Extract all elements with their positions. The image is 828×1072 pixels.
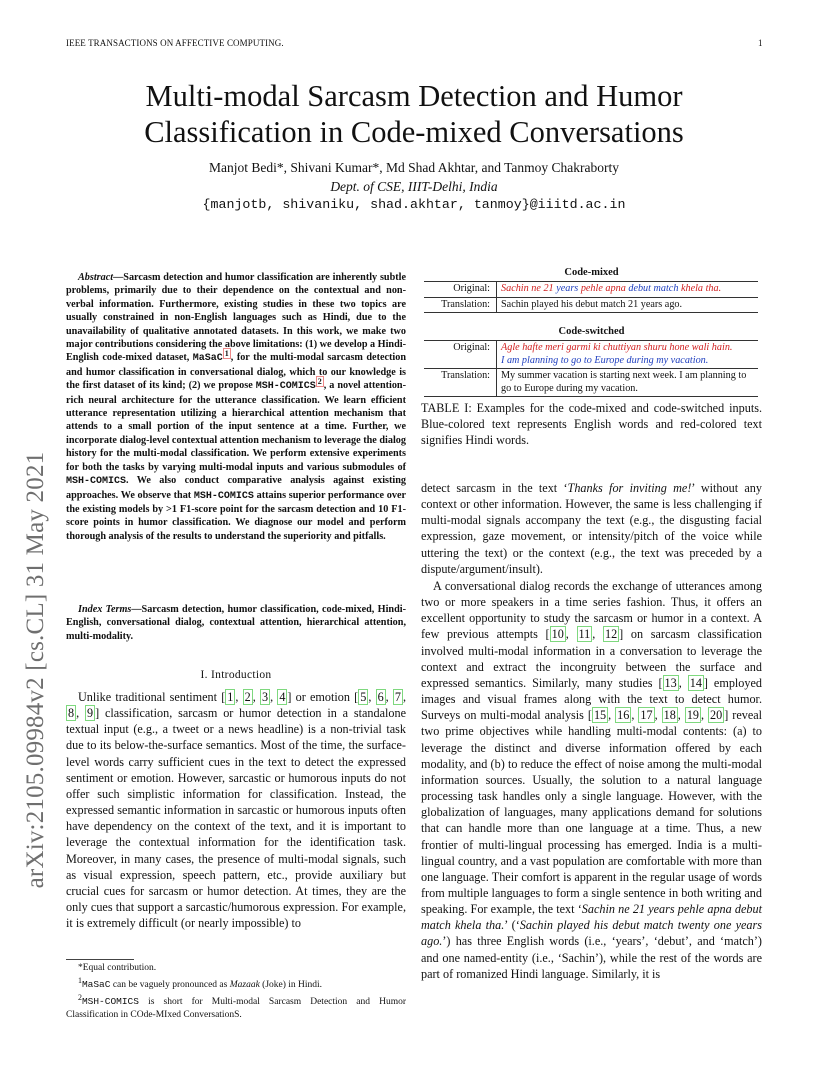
intro-text-1: Unlike traditional sentiment [	[78, 690, 226, 704]
paragraph-text: ’ without any context or other information. However, the same is less challenging if multi-modal signals accompany the text (e.g., the disgusting facial expression, gaze movement, or intensity/pitch of the voice while uttering the text) or the context (e.g., the text was preceded by a dispute/argument/insult).	[421, 481, 762, 576]
arxiv-identifier: arXiv:2105.09984v2 [cs.CL] 31 May 2021	[22, 451, 49, 889]
english-word: years	[556, 283, 581, 294]
paper-title	[60, 78, 768, 150]
example-quote: Sachin played his debut match twenty one years ago.	[421, 918, 762, 949]
citation-link[interactable]: 18	[663, 708, 676, 723]
intro-paragraph: Unlike traditional sentiment [ 1 , 2 , 3 , 4 ] or emotion [ 5 , 6 , 7 , 8 , 9 ] classification, sarcasm or humor detection in a standalone textual input (e.g., a tweet or a news headline) is a non-trivial task due to its below-the-surface semantics. Most of the time, the surface-level words carry sufficient cues in the text to detect the expressed sentiment or emotion. However, sarcastic or humorous inputs do not offer such simplistic information for classification. Instead, the expressed semantic information in sarcastic or humorous inputs often have dependency on the context of the text, and it is important to leverage the contextual information for the identification task. Moreover, in many cases, the presence of multi-modal signals, such as visual expression, speech pattern, etc., provide auxiliary but crucial cues for sarcasm or humor detection. At times, they are the only cues that support a sarcastic/humorous expression. For example, it is extremely difficult (or nearly impossible) to	[66, 690, 407, 931]
model-name-2: MSH-COMICS	[66, 476, 127, 488]
paragraph-text: detect sarcasm in the text ‘	[421, 481, 568, 495]
citation-link[interactable]: 5	[360, 690, 367, 704]
table-row	[424, 297, 758, 313]
citation-link[interactable]: 2	[244, 690, 251, 704]
index-terms	[66, 603, 406, 643]
right-paragraph-1	[421, 480, 762, 577]
citation-link[interactable]: 8	[68, 706, 75, 721]
abstract-text-3: , a novel attention-rich neural architecture for the utterance classification. We learn efficient utterance representation utilizing a hierarchical attention mechanism that attends to a small portion of the input sentence at a time. Further, we incorporate dialog-level contextual attention mechanism to leverage the dialog history for the multi-modal classification. We perform extensive experiments for both the tasks by varying multi-modal inputs and various submodules of	[66, 380, 406, 473]
english-sentence: I am planning to go to Europe during my vacation.	[501, 354, 709, 366]
footnote-text: is short for Multi-modal Sarcasm Detection and Humor Classification in COde-MIxed ConversationS.	[66, 996, 406, 1020]
footnote-1	[66, 975, 406, 992]
paragraph-text: ] on sarcasm classification involved multi-modal information in a conversation to leverage the context and extract the incongruity between the surface and expressed semantics. Similarly, many studies [	[421, 627, 762, 690]
table-code-mixed	[424, 281, 758, 313]
citation-link[interactable]: 17	[640, 708, 653, 723]
index-terms-lead: Index Terms	[78, 604, 132, 615]
citation-link[interactable]: 11	[578, 627, 591, 642]
code-mixed-original	[497, 282, 759, 298]
hindi-word: Sachin	[501, 283, 532, 294]
paragraph-text: ’) has three English words (i.e., ‘years’, ‘debut’, and ‘match’) and one named-entity (i.e., ‘Sachin’), while the rest of the words are part of romanized Hindi language. Similarly, it is	[421, 934, 762, 981]
table-head-code-switched: Code-switched	[558, 326, 625, 337]
citation-link[interactable]: 3	[261, 690, 269, 704]
abstract-text-2: , for the multi-modal sarcasm detection and humor classification in conversational dialog, which to our knowledge is the first dataset of its kind; (2) we propose	[66, 352, 406, 392]
hindi-word: ne 21	[531, 283, 557, 294]
footnote-model: MSH-COMICS	[81, 995, 139, 1007]
footnote-text: (Joke) in Hindi.	[259, 979, 323, 990]
journal-header: IEEE TRANSACTIONS ON AFFECTIVE COMPUTING.	[66, 38, 284, 48]
citation-link[interactable]: 10	[551, 627, 564, 642]
citation-link[interactable]: 7	[394, 690, 401, 704]
example-quote: Sachin ne 21 years pehle apna debut match khela tha.	[421, 902, 762, 933]
hindi-word: pehle apna	[580, 283, 629, 294]
table-label: Translation:	[424, 369, 497, 397]
citation-link[interactable]: 4	[279, 690, 286, 704]
footnote-2	[66, 992, 406, 1022]
table-row	[424, 341, 758, 369]
code-switched-original	[497, 341, 759, 369]
title-line-2: Classification in Code-mixed Conversations	[144, 115, 684, 149]
footnote-divider	[66, 959, 134, 960]
intro-text-3: ] classification, sarcasm or humor detection in a standalone textual input (e.g., a tweet or a news headline) is a non-trivial task due to its below-the-surface semantics. Most of the time, the surface-level words carry sufficient cues in the text to detect the expressed sentiment or emotion. However, sarcastic or humorous inputs do not offer such simplistic information for classification. Instead, the expressed semantic information in sarcastic or humorous inputs often have dependency on the context of the text, and it is important to leverage the contextual information for the identification task. Moreover, in many cases, the presence of multi-modal signals, such as visual expression, speech pattern, etc., provide auxiliary but crucial cues for sarcasm or humor detection. At times, they are the only cues that support a sarcastic/humorous expression. For example, it is extremely difficult (or nearly impossible) to	[66, 706, 406, 931]
citation-link[interactable]: 6	[377, 690, 384, 704]
footnote-term: Mazaak	[229, 979, 260, 990]
citation-link[interactable]: 1	[227, 690, 234, 704]
hindi-sentence: Agle hafte meri garmi ki chuttiyan shuru hone wali hain.	[501, 342, 733, 353]
intro-text-2: ] or emotion [	[287, 690, 359, 704]
model-name-3: MSH-COMICS	[193, 490, 254, 502]
section-heading: I. Introduction	[200, 669, 272, 681]
abstract-text-4: . We also conduct comparative analysis against existing approaches. We observe that	[66, 475, 406, 501]
citation-link[interactable]: 20	[710, 708, 723, 723]
footnote-text: can be vaguely pronounced as	[110, 979, 230, 990]
page-number: 1	[758, 38, 763, 48]
citation-link[interactable]: 13	[664, 675, 677, 690]
citation-link[interactable]: 9	[86, 706, 94, 721]
abstract	[66, 271, 406, 543]
footnote-mark: 1	[78, 975, 82, 985]
table-label: Original:	[424, 282, 497, 298]
citation-link[interactable]: 15	[593, 708, 607, 723]
paragraph-text: ’ (‘	[504, 918, 520, 933]
title-line-1: Multi-modal Sarcasm Detection and Humor	[145, 79, 683, 113]
email-list: {manjotb, shivaniku, shad.akhtar, tanmoy}@iiitd.ac.in	[202, 197, 626, 212]
hindi-word: khela tha.	[680, 283, 722, 294]
table-caption: TABLE I: Examples for the code-mixed and code-switched inputs. Blue-colored text represents English words and red-colored text signifies Hindi words.	[421, 401, 762, 448]
authors: Manjot Bedi*, Shivani Kumar*, Md Shad Akhtar, and Tanmoy Chakraborty	[209, 160, 619, 175]
right-paragraph-2: A conversational dialog records the exchange of utterances among two or more speakers in a time series fashion. Thus, it offers an excellent opportunity to study the sarcasm or humor in a context. A few previous attempts [ 10 , 11 , 12 ] on sarcasm classification involved multi-modal information in a conversation to leverage the context and extract the incongruity between the surface and expressed semantics. Similarly, many studies [ 13 , 14 ] employed images and visual frames along with the text to detect humor. Surveys on multi-modal analysis [ 15 , 16 , 17 , 18 , 19 , 20 ] reveal two prime objectives while handling multi-modal contents: (a) to leverage the distinct and diverse information offered by each modality, and (b) to reduce the effect of noise among the multi-modal information sources. Usually, the solution to a natural language processing task handles only a single language. However, with the globalization of languages, many applications demand for solutions that can handle more than one language at a time. Thus, a new frontier of multi-lingual processing has emerged. India is a multi-lingual country, and a vast population are comfortable with more than one language. Their comfort is apparent in the regular usage of words from multiple languages to form a single sentence in both writing and speaking. For example, the text ‘Sachin ne 21 years pehle apna debut match khela tha.’ (‘Sachin played his debut match twenty one years ago.’) has three English words (i.e., ‘years’, ‘debut’, and ‘match’) and one named-entity (i.e., ‘Sachin’), while the rest of the words are part of romanized Hindi language. Similarly, it is	[421, 579, 763, 981]
dataset-name: MaSaC	[192, 353, 223, 365]
footnote-equal: *Equal contribution.	[78, 963, 157, 973]
paragraph-text: A conversational dialog records the exchange of utterances among two or more speakers in a time series fashion. Thus, it offers an excellent opportunity to study the sarcasm or humor in a context. A few previous attempts [	[421, 579, 762, 642]
footnotes	[66, 962, 406, 1022]
table-label: Translation:	[424, 297, 497, 313]
code-switched-translation: My summer vacation is starting next week. I am planning to go to Europe during my vacation.	[497, 369, 759, 397]
english-word: debut match	[628, 283, 681, 294]
citation-link[interactable]: 16	[617, 708, 630, 723]
citation-link[interactable]: 12	[604, 627, 618, 642]
table-head-code-mixed: Code-mixed	[564, 267, 619, 278]
abstract-text-5: attains superior performance over the existing models by >1 F1-score point for the sarcasm detection and 10 F1-score points in humor classification. We diagnose our model and perform thorough analysis of the results to understand the superiority and pitfalls.	[66, 489, 406, 542]
citation-link[interactable]: 14	[689, 675, 702, 690]
abstract-text-1: —Sarcasm detection and humor classification are inherently subtle problems, primarily due to their dependence on the contextual and non-verbal information. Furthermore, existing studies in these two topics are usually constrained in non-English languages such as Hindi, due to the unavailability of qualitative annotated datasets. In this work, we make two major contributions considering the above limitations: (1) we develop a Hindi-English code-mixed dataset,	[66, 272, 406, 364]
footnote-link-1[interactable]: 1	[224, 349, 229, 359]
code-mixed-translation: Sachin played his debut match 21 years ago.	[497, 297, 759, 313]
table-code-switched	[424, 340, 758, 397]
abstract-lead: Abstract	[78, 272, 114, 283]
emails	[60, 197, 768, 213]
table-row	[424, 282, 758, 298]
affiliation: Dept. of CSE, IIIT-Delhi, India	[330, 179, 498, 194]
footnote-mark: 2	[78, 992, 82, 1002]
footnote-dataset: MaSaC	[81, 978, 111, 990]
model-name: MSH-COMICS	[255, 381, 316, 393]
paragraph-text: ] employed images and visual frames along with the text to detect humor. Surveys on multi-modal analysis [	[421, 675, 762, 723]
example-quote: Thanks for inviting me!	[567, 481, 692, 495]
paragraph-text: ] reveal two prime objectives while handling multi-modal contents: (a) to leverage the distinct and diverse information offered by each modality, and (b) to reduce the effect of noise among the multi-modal information sources. Usually, the solution to a natural language processing task handles only a single language. However, with the globalization of languages, many applications demand for solutions that can handle more than one language at a time. Thus, a new frontier of multi-lingual processing has emerged. India is a multi-lingual country, and a vast population are comfortable with more than one language. Their comfort is apparent in the regular usage of words from multiple languages to form a single sentence in both writing and speaking. For example, the text ‘	[421, 708, 763, 917]
table-label: Original:	[424, 341, 497, 369]
citation-link[interactable]: 19	[686, 708, 700, 723]
index-terms-text: —Sarcasm detection, humor classification, code-mixed, Hindi-English, conversational dialog, contextual attention, hierarchical attention, multi-modality.	[66, 604, 406, 642]
footnote-link-2[interactable]: 2	[317, 376, 322, 386]
table-row	[424, 369, 758, 397]
